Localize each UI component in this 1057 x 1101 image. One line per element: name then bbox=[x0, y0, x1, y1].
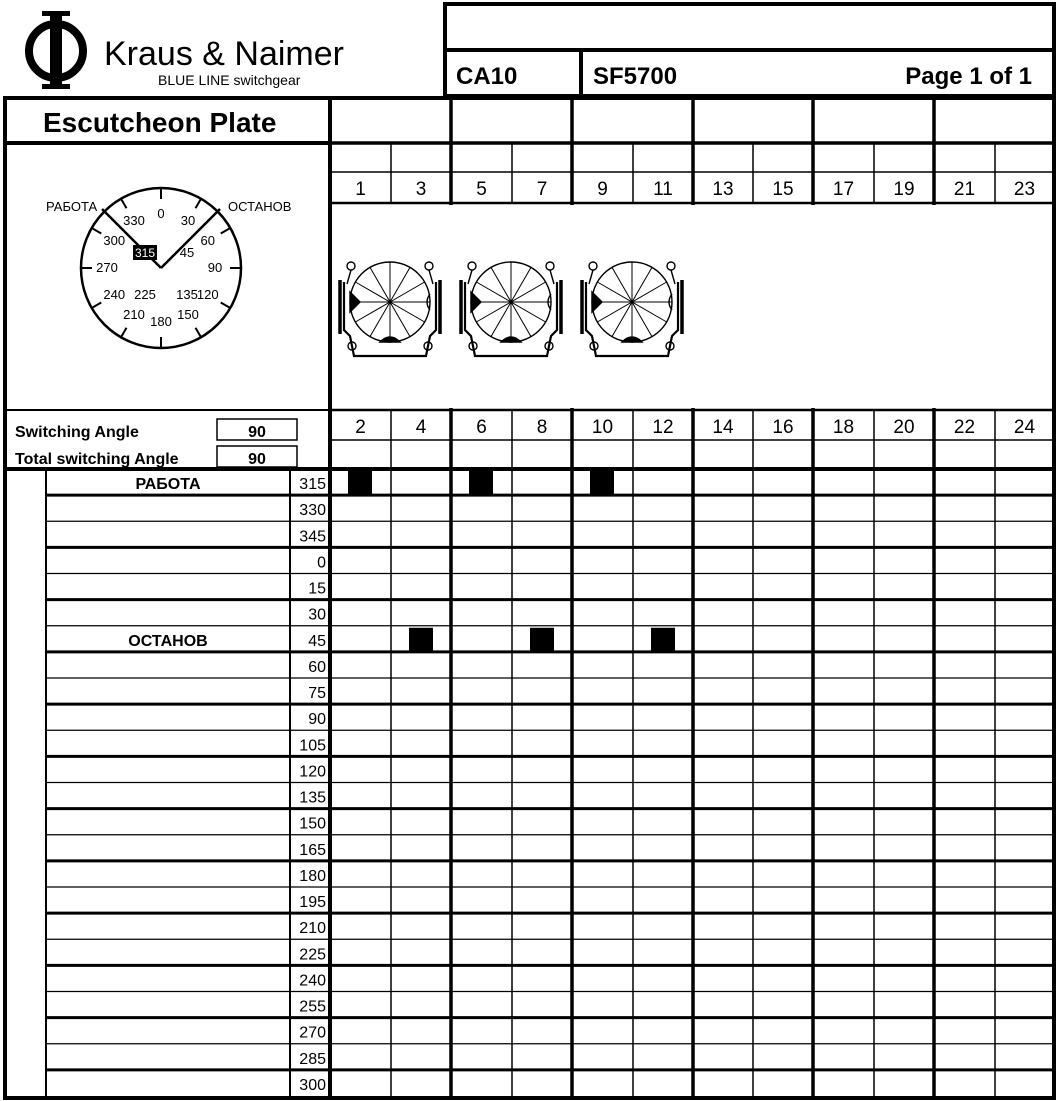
contact-closed-mark bbox=[590, 471, 614, 495]
dial-tick bbox=[121, 328, 127, 338]
page-indicator: Page 1 of 1 bbox=[905, 63, 1032, 90]
brand-logo bbox=[29, 11, 83, 89]
position-angle: 150 bbox=[299, 815, 326, 833]
position-angle: 165 bbox=[299, 841, 326, 859]
position-row bbox=[46, 965, 1054, 989]
dial-angle-label: 0 bbox=[157, 206, 165, 221]
position-angle: 60 bbox=[308, 658, 326, 676]
dial-angle-label: 60 bbox=[200, 233, 215, 248]
total-switching-angle-value: 90 bbox=[248, 451, 266, 468]
terminal-number-top: 19 bbox=[893, 179, 915, 200]
dial-label-left: РАБОТА bbox=[46, 199, 98, 214]
dial-angle-label: 180 bbox=[150, 314, 172, 329]
dial-tick bbox=[196, 328, 202, 338]
position-row bbox=[46, 652, 1054, 676]
position-row bbox=[135, 471, 614, 495]
position-angle: 0 bbox=[317, 554, 326, 572]
switching-angle-label: Switching Angle bbox=[15, 424, 139, 441]
position-row bbox=[46, 1044, 1054, 1068]
series-code: CA10 bbox=[456, 63, 518, 90]
terminal-number-bottom: 8 bbox=[536, 417, 548, 438]
terminal-number-bottom: 10 bbox=[591, 417, 614, 438]
position-label: РАБОТА bbox=[135, 476, 201, 493]
terminal-number-bottom: 20 bbox=[893, 417, 915, 438]
position-angle: 195 bbox=[299, 894, 326, 911]
position-row bbox=[46, 783, 1054, 807]
section-title: Escutcheon Plate bbox=[43, 107, 277, 138]
position-label: ОСТАНОВ bbox=[128, 632, 208, 650]
dial-tick bbox=[121, 199, 127, 209]
position-angle: 120 bbox=[299, 763, 326, 781]
position-row bbox=[46, 521, 1054, 545]
position-angle: 180 bbox=[299, 867, 326, 885]
position-angle: 240 bbox=[299, 972, 326, 990]
dial-angle-label: 120 bbox=[196, 287, 219, 302]
dial-angle-label: 45 bbox=[179, 245, 195, 260]
position-row bbox=[46, 835, 1054, 859]
dial-label-right: ОСТАНОВ bbox=[228, 199, 292, 214]
position-row bbox=[46, 939, 1054, 963]
position-angle: 270 bbox=[299, 1024, 326, 1042]
terminal-number-top: 23 bbox=[1013, 179, 1036, 200]
contact-closed-mark bbox=[530, 628, 554, 652]
position-angle: 330 bbox=[299, 502, 326, 520]
terminal-number-top: 9 bbox=[597, 179, 608, 200]
terminal-number-bottom: 6 bbox=[476, 417, 487, 438]
terminal-number-top: 21 bbox=[953, 179, 976, 200]
dial-angle-label: 330 bbox=[123, 213, 145, 229]
terminal-number-bottom: 4 bbox=[415, 417, 427, 438]
dial-angle-label: 270 bbox=[96, 260, 118, 275]
dial-tick bbox=[221, 228, 231, 234]
position-row bbox=[46, 887, 1054, 911]
position-row bbox=[46, 992, 1054, 1016]
dial-angle-label: 30 bbox=[180, 213, 196, 229]
terminal-number-top: 15 bbox=[772, 179, 794, 200]
terminal-number-top: 5 bbox=[476, 179, 487, 200]
dial-tick bbox=[92, 228, 102, 234]
terminal-number-bottom: 14 bbox=[712, 417, 734, 438]
dial-angle-label: 210 bbox=[123, 306, 145, 322]
position-row bbox=[46, 495, 1054, 519]
terminal-number-bottom: 2 bbox=[355, 417, 366, 438]
contact-closed-mark bbox=[348, 471, 372, 495]
terminal-number-top: 11 bbox=[653, 179, 673, 200]
position-angle: 345 bbox=[299, 528, 326, 546]
terminal-number-top: 17 bbox=[832, 179, 855, 200]
position-row bbox=[46, 1070, 1054, 1094]
brand-name: Kraus & Naimer bbox=[104, 35, 344, 73]
dial-tick bbox=[221, 303, 231, 309]
position-row bbox=[46, 600, 1054, 624]
terminal-number-bottom: 22 bbox=[953, 417, 976, 438]
terminal-number-top: 3 bbox=[415, 179, 427, 200]
contact-closed-mark bbox=[469, 471, 493, 495]
position-row bbox=[46, 547, 1054, 571]
position-row bbox=[46, 809, 1054, 833]
switching-angle-value: 90 bbox=[248, 424, 266, 441]
position-angle: 315 bbox=[299, 476, 326, 493]
position-angle: 90 bbox=[308, 711, 326, 729]
position-angle: 30 bbox=[308, 606, 326, 624]
position-row bbox=[46, 626, 1054, 652]
terminal-number-bottom: 16 bbox=[772, 417, 794, 438]
terminal-number-bottom: 12 bbox=[652, 417, 674, 438]
total-switching-angle-label: Total switching Angle bbox=[15, 451, 179, 468]
dial-tick bbox=[92, 303, 102, 309]
position-row bbox=[46, 1018, 1054, 1042]
dial-angle-label: 240 bbox=[103, 287, 126, 302]
dial-angle-label: 300 bbox=[103, 233, 126, 248]
terminal-number-top: 7 bbox=[536, 179, 548, 200]
contact-closed-mark bbox=[409, 628, 433, 652]
program-code: SF5700 bbox=[593, 63, 678, 90]
terminal-number-top: 13 bbox=[712, 179, 734, 200]
dial-highlighted-angle: 315 bbox=[134, 246, 156, 260]
position-angle: 225 bbox=[299, 946, 326, 964]
terminal-number-top: 1 bbox=[355, 179, 366, 200]
terminal-number-bottom: 24 bbox=[1013, 417, 1036, 438]
dial-tick bbox=[196, 199, 202, 209]
position-row bbox=[46, 861, 1054, 885]
position-angle: 300 bbox=[299, 1076, 326, 1094]
position-angle: 75 bbox=[308, 685, 326, 702]
dial-angle-label: 225 bbox=[134, 287, 156, 302]
brand-tagline: BLUE LINE switchgear bbox=[158, 72, 301, 88]
position-row bbox=[46, 574, 1054, 598]
position-angle: 135 bbox=[299, 789, 326, 807]
position-angle: 285 bbox=[299, 1050, 326, 1068]
position-row bbox=[46, 704, 1054, 728]
position-row bbox=[46, 756, 1054, 780]
dial-angle-label: 150 bbox=[177, 306, 199, 322]
position-angle: 45 bbox=[308, 632, 326, 650]
escutcheon-dial bbox=[46, 188, 291, 348]
dial-angle-label: 90 bbox=[207, 260, 223, 275]
position-angle: 105 bbox=[299, 737, 326, 755]
contact-closed-mark bbox=[651, 628, 675, 652]
position-angle: 210 bbox=[299, 920, 326, 938]
position-row bbox=[46, 913, 1054, 937]
position-row bbox=[46, 730, 1054, 754]
position-angle: 255 bbox=[299, 998, 326, 1016]
terminal-number-bottom: 18 bbox=[832, 417, 855, 438]
position-row bbox=[46, 678, 1054, 702]
dial-angle-label: 135 bbox=[176, 287, 198, 302]
position-angle: 15 bbox=[308, 580, 326, 598]
